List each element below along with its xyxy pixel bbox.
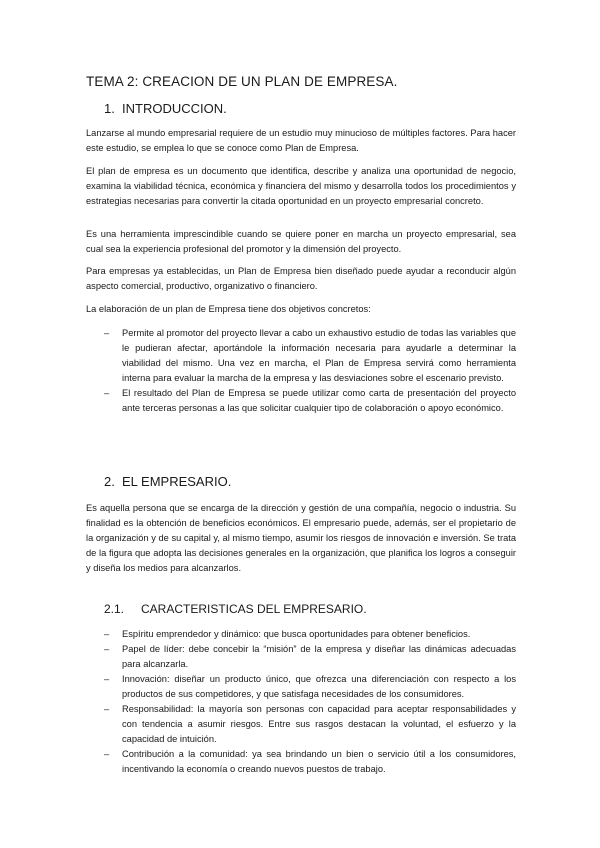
list-item-text: Contribución a la comunidad: ya sea brindando un bien o servicio útil a los consumidores, incentivando la economía o creando nuevos puestos de trabajo. (122, 749, 516, 774)
list-item (104, 386, 516, 416)
section-heading-empresario (104, 474, 231, 489)
list-item-text: Permite al promotor del proyecto llevar a cabo un exhaustivo estudio de todas las variables que le pudieran afectar, aportándole la información necesaria para ayudarle a determinar la viabilidad del mismo. Una vez en marcha, el Plan de Empresa servirá como herramienta interna para evaluar la marcha de la empresa y las desviaciones sobre el escenario previsto. (122, 328, 516, 383)
list-item (104, 672, 516, 702)
list-item-text: El resultado del Plan de Empresa se puede utilizar como carta de presentación del proyecto ante terceras personas a las que solicitar cualquier tipo de colaboración o apoyo económico. (122, 388, 516, 413)
paragraph: Es aquella persona que se encarga de la dirección y gestión de una compañía, negocio o industria. Su finalidad es la obtención de beneficios económicos. El empresario puede, además, ser el propietario de la organización y de su capital y, al mismo tiempo, asumir los riesgos de innovación e inversión. Se trata de la figura que adopta las decisiones generales en la organización, que planifica los logros a conseguir y diseña los medios para alcanzarlos. (86, 503, 516, 573)
objectives-list (104, 326, 516, 416)
list-item-text: Espíritu emprendedor y dinámico: que busca oportunidades para obtener beneficios. (122, 629, 471, 639)
bullet-dash: – (104, 388, 110, 398)
list-item (104, 747, 516, 777)
bullet-dash: – (104, 749, 110, 759)
subsection-number: 2.1. (104, 602, 125, 616)
list-item (104, 627, 516, 642)
section-number: 2. (104, 474, 115, 489)
bullet-dash: – (104, 328, 110, 338)
list-item-text: Responsabilidad: la mayoría son personas con capacidad para aceptar responsabilidades y con tendencia a asumir riesgos. Entre sus rasgos destacan la voluntad, el esfuerzo y la capacidad de intuición. (122, 704, 516, 744)
paragraph: Para empresas ya establecidas, un Plan de Empresa bien diseñado puede ayudar a reconducir algún aspecto comercial, productivo, organizativo o financiero. (86, 266, 516, 291)
characteristics-list (104, 627, 516, 777)
bullet-dash: – (104, 629, 110, 639)
bullet-dash: – (104, 644, 110, 654)
section-number: 1. (104, 101, 115, 116)
bullet-dash: – (104, 704, 110, 714)
paragraph: El plan de empresa es un documento que identifica, describe y analiza una oportunidad de negocio, examina la viabilidad técnica, económica y financiera del mismo y desarrolla todos los procedimientos y estrategias necesarias para convertir la citada oportunidad en un proyecto empresarial concreto. (86, 166, 516, 206)
list-item (104, 642, 516, 672)
section-title: EL EMPRESARIO. (122, 474, 232, 489)
section-title: INTRODUCCION. (122, 101, 227, 116)
subsection-heading-caracteristicas (104, 602, 367, 616)
list-item (104, 702, 516, 747)
paragraph: Es una herramienta imprescindible cuando se quiere poner en marcha un proyecto empresarial, sea cual sea la experiencia profesional del promotor y la dimensión del proyecto. (86, 229, 516, 254)
list-item (104, 326, 516, 386)
paragraph: Lanzarse al mundo empresarial requiere de un estudio muy minucioso de múltiples factores. Para hacer este estudio, se emplea lo que se conoce como Plan de Empresa. (86, 128, 516, 153)
subsection-title: CARACTERISTICAS DEL EMPRESARIO. (141, 602, 367, 616)
bullet-dash: – (104, 674, 110, 684)
section-heading-introduccion (104, 101, 227, 116)
list-item-text: Innovación: diseñar un producto único, que ofrezca una diferenciación con respecto a los productos de sus competidores, y que satisfaga necesidades de los consumidores. (122, 674, 516, 699)
document-title: TEMA 2: CREACION DE UN PLAN DE EMPRESA. (86, 74, 398, 89)
paragraph: La elaboración de un plan de Empresa tiene dos objetivos concretos: (86, 304, 371, 314)
list-item-text: Papel de líder: debe concebir la “misión” de la empresa y diseñar las dinámicas adecuadas para alcanzarla. (122, 644, 516, 669)
